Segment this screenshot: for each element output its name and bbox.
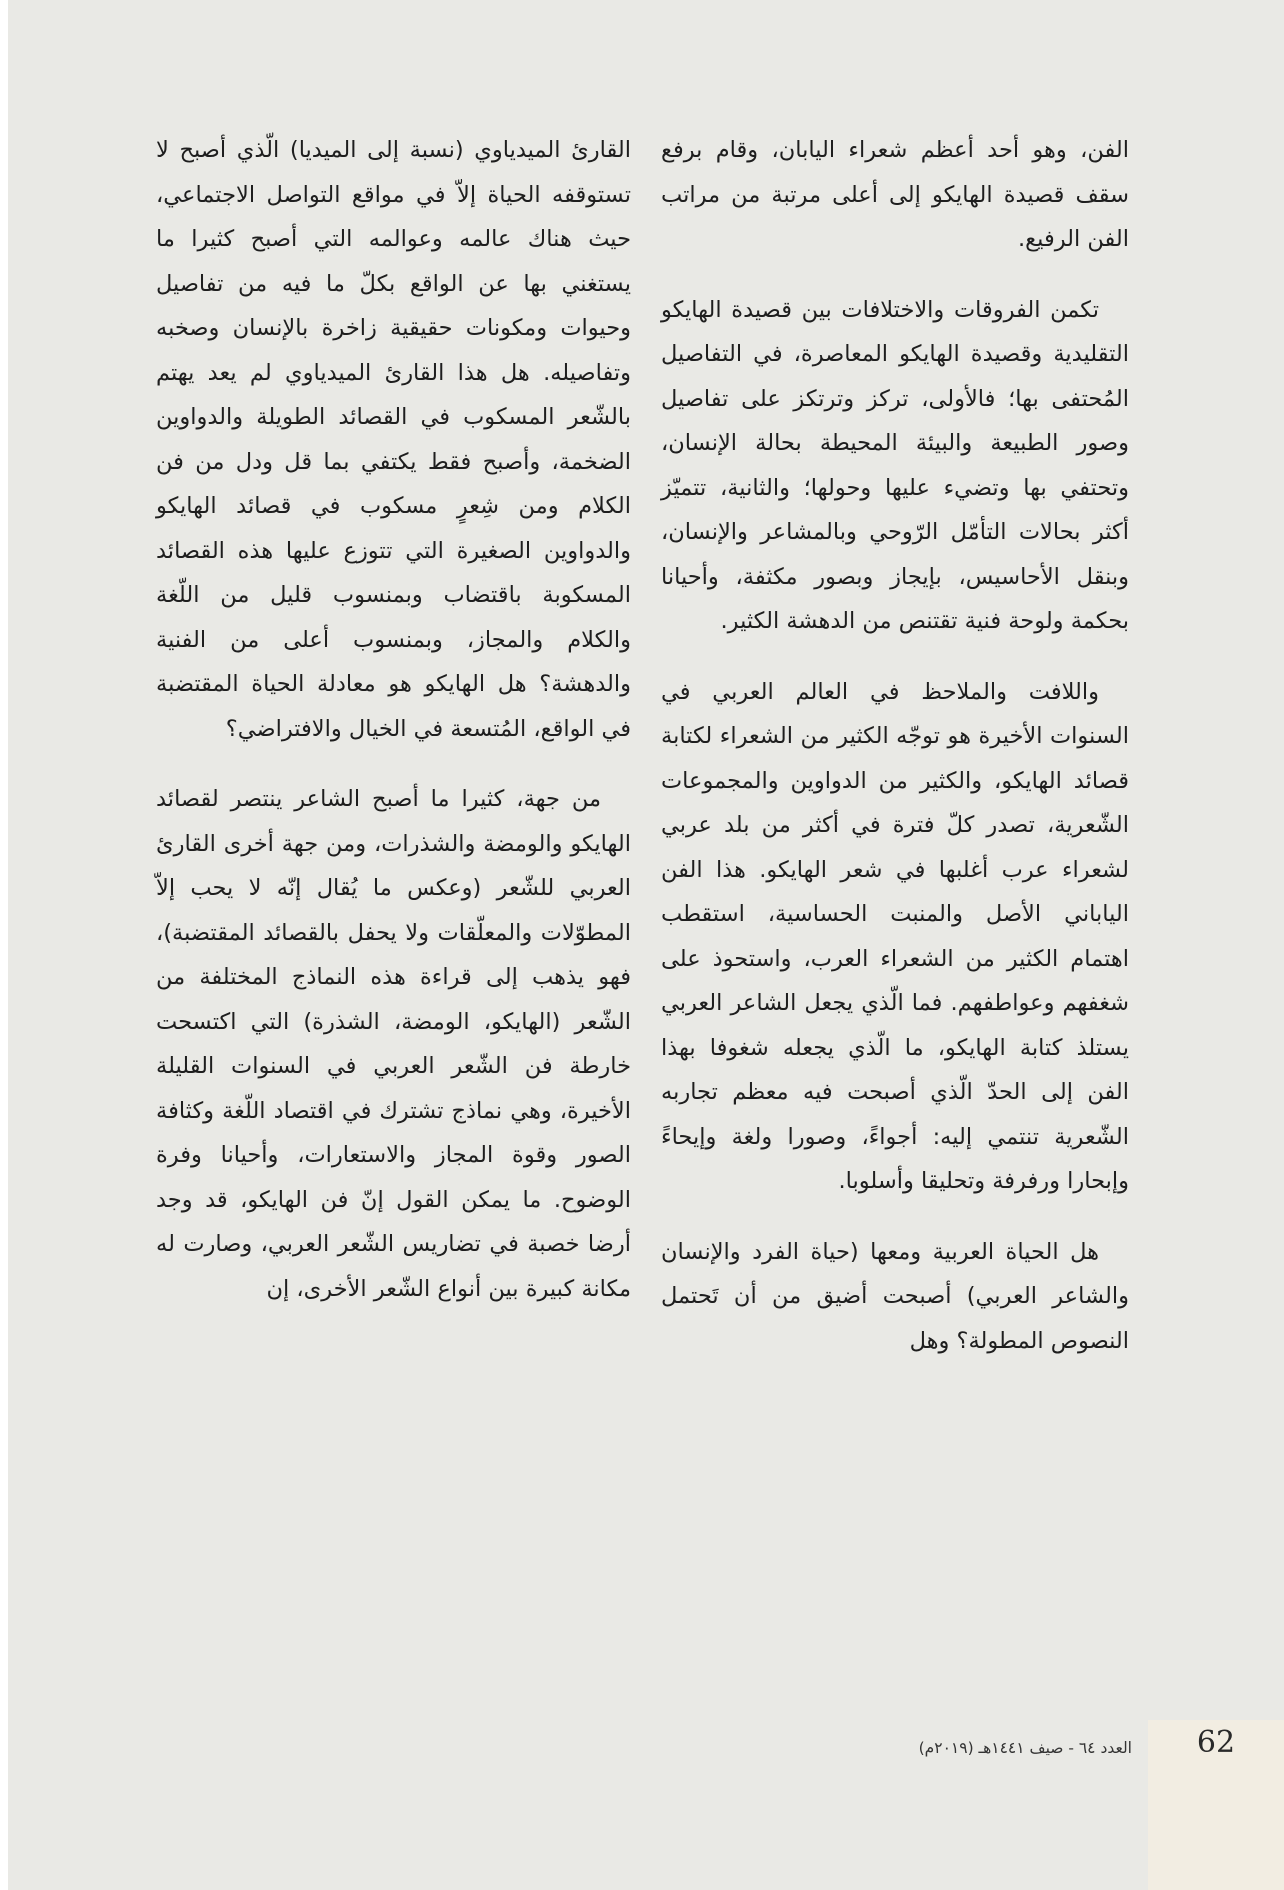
text-column-left (156, 128, 631, 1337)
paragraph: من جهة، كثيرا ما أصبح الشاعر ينتصر لقصائد الهايكو والومضة والشذرات، ومن جهة أخرى القارئ العربي للشّعر (وعكس ما يُقال إنّه لا يحب إلاّ المطوّلات والمعلّقات ولا يحفل بالقصائد المقتضبة)، فهو يذهب إلى قراءة هذه النماذج المختلفة من الشّعر (الهايكو، الومضة، الشذرة) التي اكتسحت خارطة فن الشّعر العربي في السنوات القليلة الأخيرة، وهي نماذج تشترك في اقتصاد اللّغة وكثافة الصور وقوة المجاز والاستعارات، وأحيانا وفرة الوضوح. ما يمكن القول إنّ فن الهايكو، قد وجد أرضا خصبة في تضاريس الشّعر العربي، وصارت له مكانة كبيرة بين أنواع الشّعر الأخرى، إن (156, 786, 631, 1302)
paragraph: واللافت والملاحظ في العالم العربي في السنوات الأخيرة هو توجّه الكثير من الشعراء لكتابة قصائد الهايكو، والكثير من الدواوين والمجموعات الشّعرية، تصدر كلّ فترة في أكثر من بلد عربي لشعراء عرب أغلبها في شعر الهايكو. هذا الفن الياباني الأصل والمنبت الحساسية، استقطب اهتمام الكثير من الشعراء العرب، واستحوذ على شغفهم وعواطفهم. فما الّذي يجعل الشاعر العربي يستلذ كتابة الهايكو، ما الّذي يجعله شغوفا بهذا الفن إلى الحدّ الّذي أصبحت فيه معظم تجاربه الشّعرية تنتمي إليه: أجواءً، وصورا ولغة وإيحاءً وإبحارا ورفرفة وتحليقا وأسلوبا. (661, 678, 1129, 1194)
paragraph: الفن، وهو أحد أعظم شعراء اليابان، وقام برفع سقف قصيدة الهايكو إلى أعلى مرتبة من مراتب الفن الرفيع. (661, 137, 1129, 252)
paragraph: القارئ الميدياوي (نسبة إلى الميديا) الّذي أصبح لا تستوقفه الحياة إلاّ في مواقع التواصل الاجتماعي، حيث هناك عالمه وعوالمه التي أصبح كثيرا ما يستغني بها عن الواقع بكلّ ما فيه من تفاصيل وحيوات ومكونات حقيقية زاخرة بالإنسان وصخبه وتفاصيله. هل هذا القارئ الميدياوي لم يعد يهتم بالشّعر المسكوب في القصائد الطويلة والدواوين الضخمة، وأصبح فقط يكتفي بما قل ودل من فن الكلام ومن شِعرٍ مسكوب في قصائد الهايكو والدواوين الصغيرة التي تتوزع عليها هذه القصائد المسكوبة باقتضاب وبمنسوب قليل من اللّغة والكلام والمجاز، وبمنسوب أعلى من الفنية والدهشة؟ هل الهايكو هو معادلة الحياة المقتضبة في الواقع، المُتسعة في الخيال والافتراضي؟ (156, 137, 631, 742)
text-column-right (661, 128, 1129, 1389)
page-number: 62 (1196, 1725, 1236, 1760)
issue-info: العدد ٦٤ - صيف ١٤٤١هـ (٢٠١٩م) (918, 1739, 1132, 1757)
paragraph: هل الحياة العربية ومعها (حياة الفرد والإنسان والشاعر العربي) أصبحت أضيق من أن تَحتمل النصوص المطولة؟ وهل (661, 1238, 1129, 1354)
paragraph: تكمن الفروقات والاختلافات بين قصيدة الهايكو التقليدية وقصيدة الهايكو المعاصرة، في التفاصيل المُحتفى بها؛ فالأولى، تركز وترتكز على تفاصيل وصور الطبيعة والبيئة المحيطة بحالة الإنسان، وتحتفي بها وتضيء عليها وحولها؛ والثانية، تتميّز أكثر بحالات التأمّل الرّوحي وبالمشاعر والإنسان، وبنقل الأحاسيس، بإيجاز وبصور مكثفة، وأحيانا بحكمة ولوحة فنية تقتنص من الدهشة الكثير. (661, 296, 1129, 634)
